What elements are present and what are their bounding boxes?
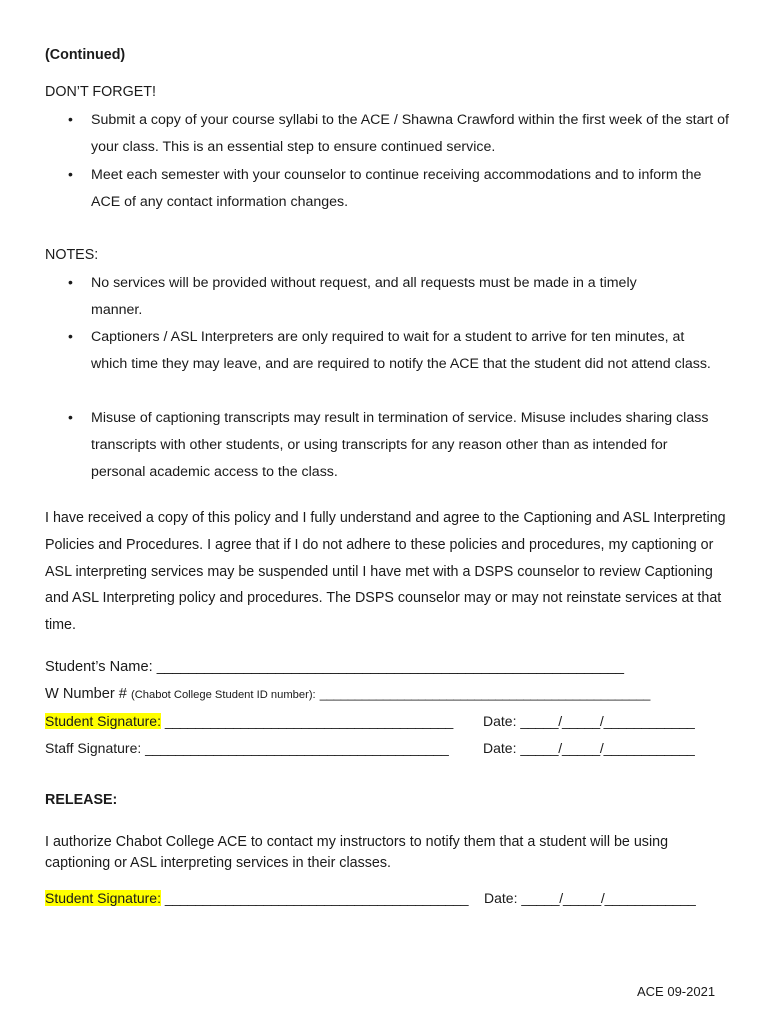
staff-signature-label: Staff Signature: xyxy=(45,740,142,756)
staff-date-row xyxy=(483,740,695,756)
release-date-row xyxy=(484,890,696,906)
date-field[interactable]: _____/_____/____________ xyxy=(521,890,696,906)
list-item-text: Submit a copy of your course syllabi to the ACE / Shawna Crawford within the first week of the start of your class. This is an essential step to ensure continued service. xyxy=(91,112,729,155)
release-paragraph: I authorize Chabot College ACE to contact my instructors to notify them that a student will be using captioning or ASL interpreting services in their classes. xyxy=(45,834,669,871)
student-name-field[interactable]: ___________________________________________________________ xyxy=(156,659,624,675)
list-item-text: Misuse of captioning transcripts may result in termination of service. Misuse includes sharing class transcripts with other students, or using transcripts for any reason other than as intended for personal academic access to the class. xyxy=(91,410,709,480)
date-label: Date: xyxy=(483,740,517,756)
student-signature-row xyxy=(45,713,453,729)
w-number-label: W Number # xyxy=(45,686,127,702)
w-number-row xyxy=(45,686,650,702)
bullet-icon: • xyxy=(68,166,73,182)
student-signature-field[interactable]: ______________________________________ xyxy=(164,713,454,729)
continued-heading: (Continued) xyxy=(45,47,126,63)
student-date-row xyxy=(483,713,695,729)
release-heading: RELEASE: xyxy=(45,792,118,808)
bullet-icon: • xyxy=(68,111,73,127)
dont-forget-heading: DON’T FORGET! xyxy=(45,84,156,100)
student-signature-label: Student Signature: xyxy=(45,713,161,729)
staff-signature-row xyxy=(45,740,449,756)
list-item-text: Meet each semester with your counselor to continue receiving accommodations and to inform the ACE of any contact information changes. xyxy=(91,167,702,210)
student-name-label: Student’s Name: xyxy=(45,659,153,675)
bullet-icon: • xyxy=(68,409,73,425)
list-item-text: Captioners / ASL Interpreters are only required to wait for a student to arrive for ten minutes, at which time they may leave, and are required to notify the ACE that the student did not attend class. xyxy=(91,329,711,372)
date-field[interactable]: _____/_____/____________ xyxy=(520,713,695,729)
bullet-icon: • xyxy=(68,328,73,344)
student-name-row xyxy=(45,659,624,675)
release-signature-label: Student Signature: xyxy=(45,890,161,906)
notes-heading: NOTES: xyxy=(45,247,99,263)
form-code: ACE 09-2021 xyxy=(637,984,716,999)
w-number-hint: (Chabot College Student ID number): xyxy=(130,689,316,701)
release-signature-row xyxy=(45,890,468,906)
w-number-field[interactable]: _______________________________________________ xyxy=(319,686,651,701)
staff-signature-field[interactable]: ________________________________________ xyxy=(145,740,449,756)
list-item-text: No services will be provided without request, and all requests must be made in a timely manner. xyxy=(91,275,637,318)
bullet-icon: • xyxy=(68,274,73,290)
release-signature-field[interactable]: ________________________________________ xyxy=(164,890,469,906)
date-label: Date: xyxy=(484,890,518,906)
date-field[interactable]: _____/_____/____________ xyxy=(520,740,695,756)
date-label: Date: xyxy=(483,713,517,729)
agreement-paragraph: I have received a copy of this policy and I fully understand and agree to the Captioning and ASL Interpreting Policies and Procedures. I agree that if I do not adhere to these policies and procedures, my captioning or ASL interpreting services may be suspended until I have met with a DSPS counselor to review Captioning and ASL Interpreting policy and procedures. The DSPS counselor may or may not reinstate services at that time. xyxy=(45,510,726,634)
